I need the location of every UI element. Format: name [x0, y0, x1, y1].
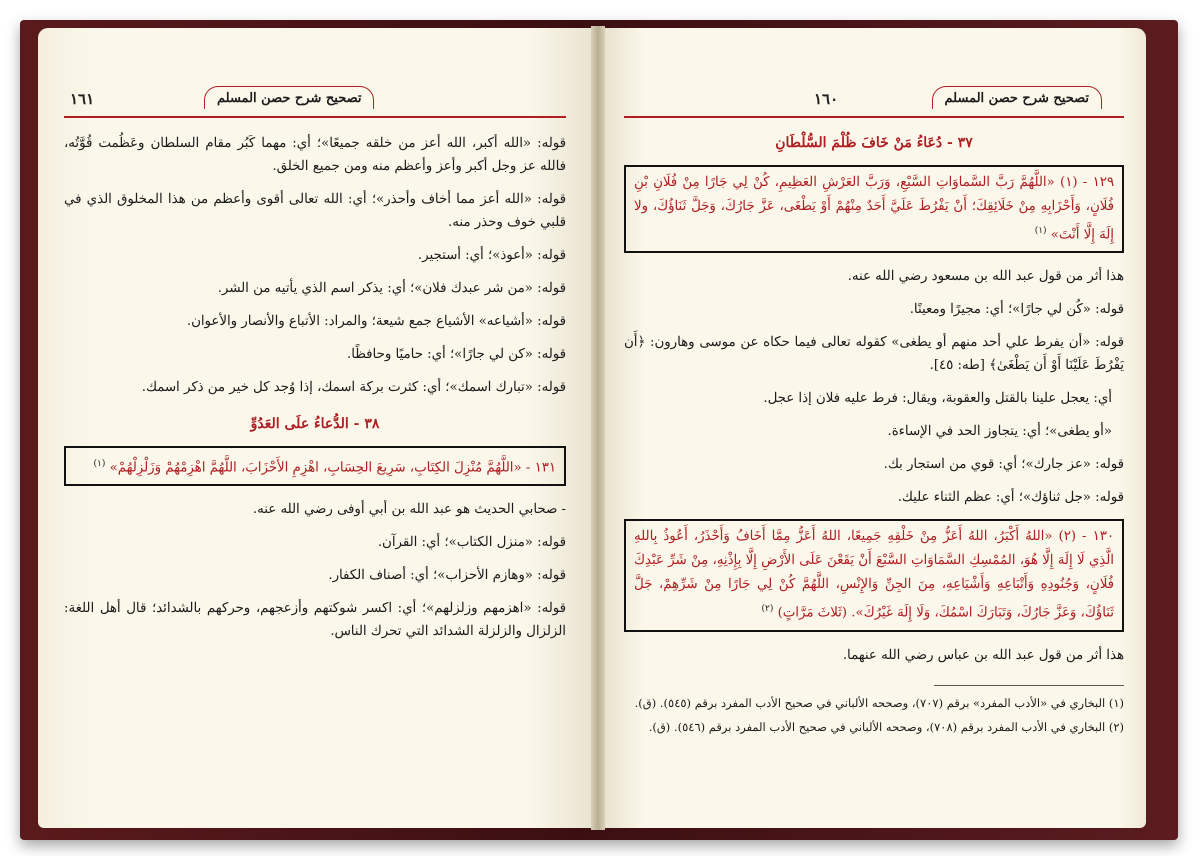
footnote: (٢) البخاري في الأدب المفرد برقم (٧٠٨)، وصححه الألباني في صحيح الأدب المفرد برقم (٥٤٦). (ق). [648, 719, 1124, 734]
paragraph: قوله: «عز جارك»؛ أي: قوي من استجار بك. [883, 457, 1124, 473]
paragraph: - صحابي الحديث هو عبد الله بن أبي أوفى رضي الله عنه. [252, 502, 566, 518]
paragraph: قوله: «كن لي جارًا»؛ أي: حاميًا وحافظًا. [347, 347, 566, 362]
left-page-header [64, 80, 566, 118]
footnote-divider [934, 685, 1124, 686]
dua-box [624, 519, 1124, 631]
dua-text: ١٣١ - «اللَّهُمَّ مُنْزِلَ الكِتَابِ، سَرِيعَ الحِسَابِ، اهْزِمِ الأَحْزَابَ، اللَّهُمَّ اهْزِمْهُمْ وَزَلْزِلْهُمْ» [109, 460, 556, 476]
running-title: تصحيح شرح حصن المسلم [204, 86, 374, 109]
paragraph: قوله: «تبارك اسمك»؛ أي: كثرت بركة اسمك، إذا وُجد كل خير من ذكر اسمك. [141, 380, 566, 395]
dua-text: ١٢٩ - (١) «اللَّهُمَّ رَبَّ السَّماوَاتِ السَّبْعِ، وَرَبَّ العَرْشِ العَظِيمِ، كُنْ لِي جَارًا مِنْ فُلَانِ بْنِ فُلَانٍ، وَأَحْزَابِهِ مِنْ خَلَائِقِكَ؛ أَنْ يَفْرُطَ عَلَيَّ أَحَدٌ مِنْهُمْ أَوْ يَطْغَى، عَزَّ جَارُكَ، وَجَلَّ ثَنَاؤُكَ، ولا إِلَهَ إِلَّا أَنْتَ» [634, 175, 1114, 243]
footnote: (١) البخاري في «الأدب المفرد» برقم (٧٠٧)، وصححه الألباني في صحيح الأدب المفرد برقم (٥٤٥). (ق). [634, 695, 1124, 710]
paragraph: هذا أثر من قول عبد الله بن مسعود رضي الله عنه. [847, 269, 1124, 285]
footnote-ref: (١) [1034, 226, 1047, 236]
right-page-body [624, 132, 1124, 736]
paragraph: قوله: «أشياعه» الأشياع جمع شيعة؛ والمراد: الأتباع والأنصار والأعوان. [186, 314, 566, 329]
paragraph: قوله: «اهزمهم وزلزلهم»؛ أي: اكسر شوكتهم وأزعجهم، وحركهم بالشدائد؛ قال أهل اللغة: الزلزال والزلزلة الشدائد التي تحرك الناس. [64, 601, 566, 640]
right-page [600, 28, 1146, 828]
footnote-ref: (٢) [761, 604, 774, 615]
paragraph: قوله: «أعوذ»؛ أي: أستجير. [417, 248, 566, 263]
book-gutter [591, 26, 605, 830]
paragraph: هذا أثر من قول عبد الله بن عباس رضي الله عنهما. [842, 647, 1124, 663]
left-page [38, 28, 594, 828]
chapter-heading: ٣٨ - الدُّعاءُ علَى العَدُوِّ [250, 416, 380, 432]
right-page-header [624, 80, 1124, 118]
running-title: تصحيح شرح حصن المسلم [932, 86, 1102, 109]
dua-box [624, 165, 1124, 253]
paragraph: قوله: «كُن لي جارًا»؛ أي: مجيرًا ومعينًا. [909, 302, 1124, 318]
dua-box [64, 446, 566, 486]
footnote-ref: (١) [93, 459, 106, 469]
paragraph: قوله: «منزل الكتاب»؛ أي: القرآن. [377, 535, 566, 551]
left-page-body [64, 132, 566, 643]
paragraph: قوله: «أن يفرط علي أحد منهم أو يطغى» كقوله تعالى فيما حكاه عن موسى وهارون: ﴿أَن يَفْرُطَ عَلَيْنَا أَوْ أَن يَطْغَىٰ﴾ [طه: ٤٥]. [624, 335, 1124, 374]
paragraph: «أو يطغى»؛ أي: يتجاوز الحد في الإساءة. [887, 424, 1112, 440]
paragraph: قوله: «الله أعز مما أخاف وأحذر»؛ أي: الله تعالى أقوى وأعظم من هذا المخلوق الذي في قلبي خوف وحذر منه. [64, 192, 566, 230]
page-number: ١٦١ [70, 90, 95, 108]
paragraph: أي: يعجل علينا بالقتل والعقوبة، ويقال: فرط عليه فلان إذا عجل. [763, 391, 1112, 407]
paragraph: قوله: «جل ثناؤك»؛ أي: عظم الثناء عليك. [897, 490, 1124, 506]
dua-text: ١٣٠ - (٢) «اللهُ أَكْبَرُ، اللهُ أَعَزُّ مِنْ خَلْقِهِ جَمِيعًا، اللهُ أَعَزُّ مِمَّا أَخَافُ وَأَحْذَرُ، أَعُوذُ بِاللهِ الَّذِي لَا إِلَهَ إِلَّا هُوَ، المُمْسِكِ السَّمَاوَاتِ السَّبْعَ أَنْ يَقَعْنَ عَلَى الأَرْضِ إِلَّا بِإِذْنِهِ، مِنْ شَرِّ عَبْدِكَ فُلَانٍ، وَجُنُودِهِ وَأَتْبَاعِهِ وَأَشْيَاعِهِ، مِنَ الجِنِّ وَالإِنْسِ، اللَّهُمَّ كُنْ لِي جَارًا مِنْ شَرِّهِمْ، جَلَّ ثَنَاؤُكَ، وَعَزَّ جَارُكَ، وَتَبَارَكَ اسْمُكَ، وَلَا إِلَهَ غَيْرُكَ». (ثَلاثَ مَرَّاتٍ) [634, 529, 1114, 621]
chapter-heading: ٣٧ - دُعَاءُ مَنْ خَافَ ظُلْمَ السُّلْطَانِ [775, 135, 973, 151]
paragraph: قوله: «من شر عبدك فلان»؛ أي: يذكر اسم الذي يأتيه من الشر. [217, 281, 566, 296]
page-number: ١٦٠ [814, 90, 839, 108]
paragraph: قوله: «الله أكبر، الله أعز من خلقه جميعًا»؛ أي: مهما كَبُر مقام السلطان وعَظُمت قُوَّتُه، فالله عز وجل أكبر وأعز وأعظم منه ومن جميع الخلق. [64, 136, 566, 174]
paragraph: قوله: «وهازم الأحزاب»؛ أي: أصناف الكفار. [328, 568, 566, 584]
